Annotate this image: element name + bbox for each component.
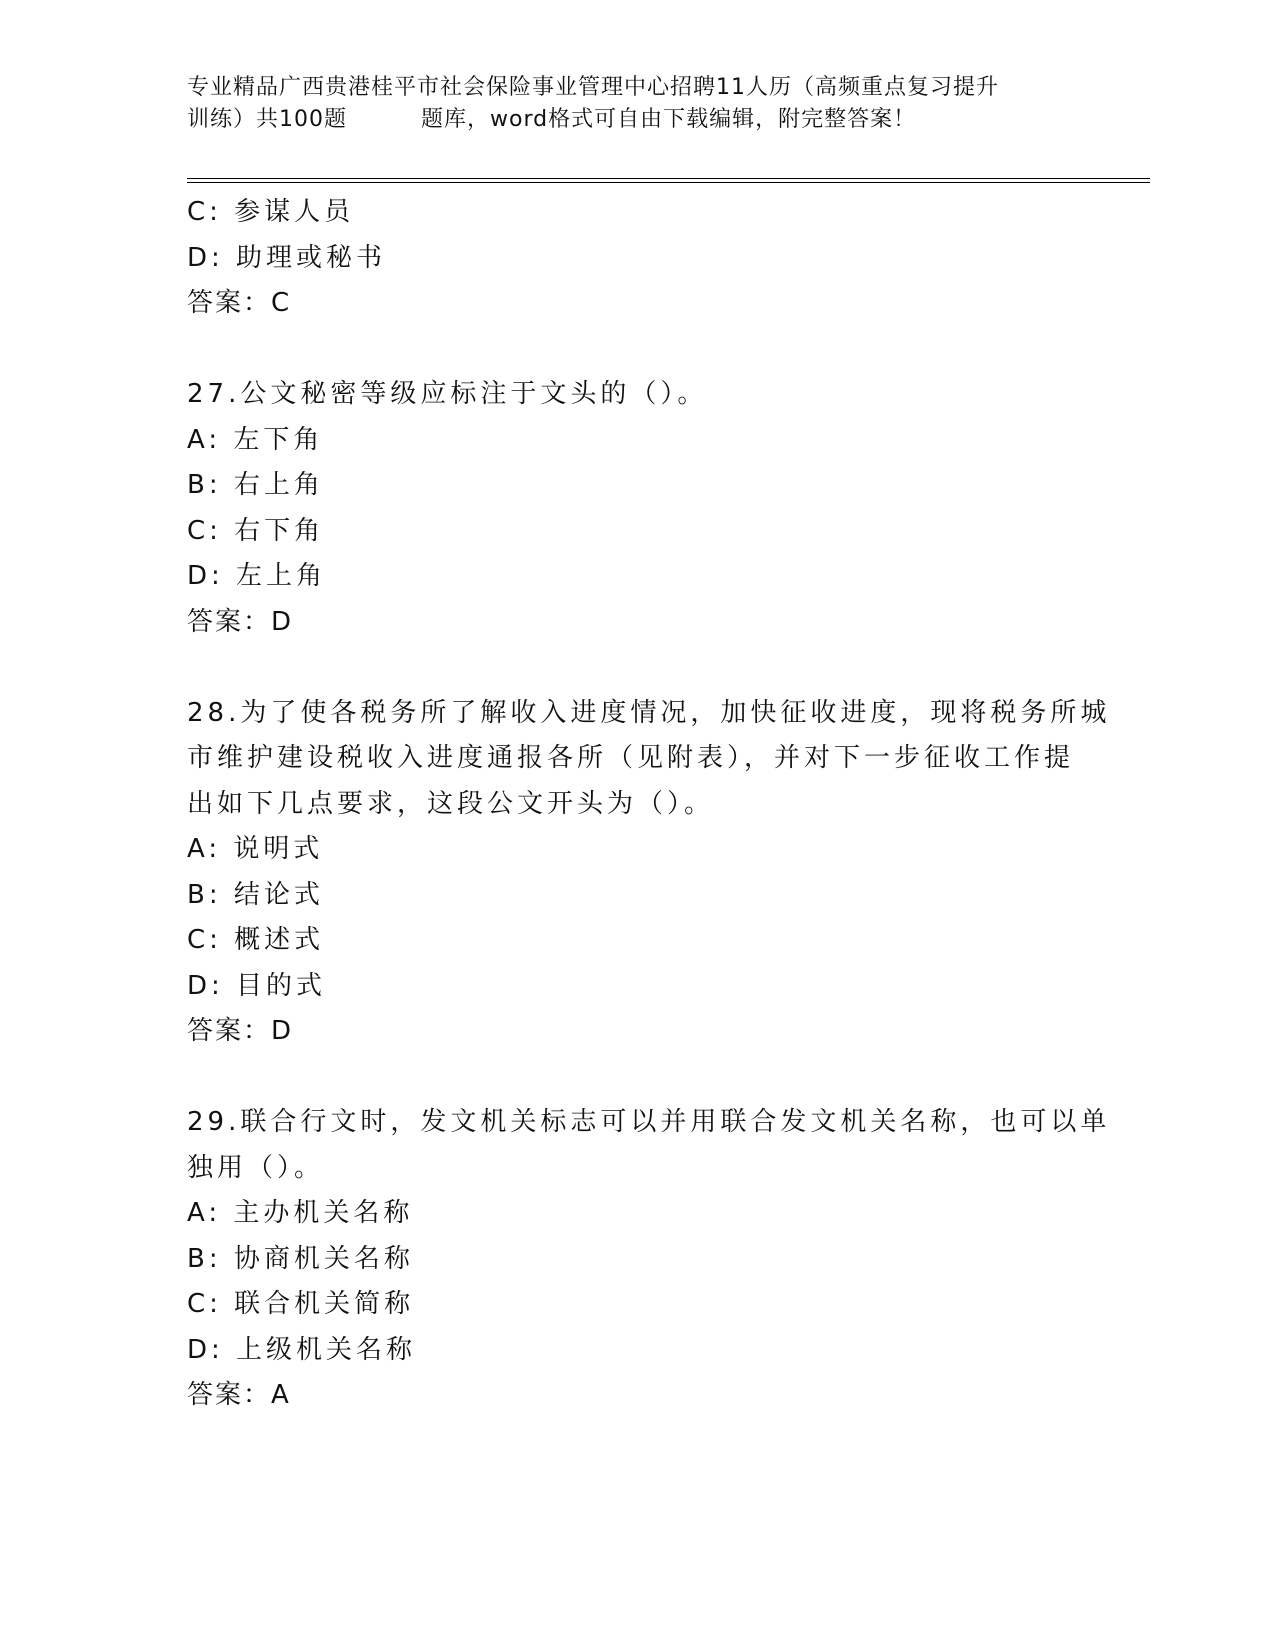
option-c: C: 概述式 [187, 925, 325, 955]
option-b: B: 协商机关名称 [187, 1243, 414, 1274]
question-28 [187, 691, 1111, 1055]
answer: 答案：C [187, 288, 292, 318]
answer: 答案：D [187, 606, 294, 637]
option-c: C: 联合机关简称 [187, 1289, 415, 1319]
question-text-line1: 28.为了使各税务所了解收入进度情况，加快征收进度，现将税务所城 [187, 697, 1111, 728]
header-rule-bottom [187, 182, 1150, 183]
header-rule-top [187, 178, 1150, 179]
question-text-line3: 出如下几点要求，这段公文开头为（）。 [187, 788, 715, 819]
option-a: A: 说明式 [187, 834, 324, 864]
option-d: D: 目的式 [187, 970, 327, 1001]
answer: 答案：D [187, 1016, 294, 1046]
question-text-line2: 市维护建设税收入进度通报各所（见附表），并对下一步征收工作提 [187, 743, 1075, 773]
option-b: B: 结论式 [187, 879, 324, 910]
option-d: D: 左上角 [187, 561, 327, 591]
question-text: 27.公文秘密等级应标注于文头的（）。 [187, 379, 708, 409]
option-a: A: 左下角 [187, 424, 324, 455]
question-text-line1: 29.联合行文时，发文机关标志可以并用联合发文机关名称，也可以单 [187, 1107, 1111, 1137]
previous-question-tail [187, 190, 1087, 327]
option-c: C: 参谋人员 [187, 197, 355, 227]
option-d: D: 助理或秘书 [187, 242, 387, 273]
header-title-line1: 专业精品广西贵港桂平市社会保险事业管理中心招聘11人历（高频重点复习提升 [187, 75, 999, 100]
document-header [187, 72, 1067, 136]
option-c: C: 右下角 [187, 515, 325, 546]
option-a: A: 主办机关名称 [187, 1198, 414, 1228]
question-27 [187, 372, 1087, 645]
option-d: D: 上级机关名称 [187, 1334, 417, 1365]
option-b: B: 右上角 [187, 470, 324, 500]
header-title-line2-right: 题库，word格式可自由下载编辑，附完整答案！ [421, 107, 917, 132]
header-title-line2 [187, 104, 1067, 136]
question-content [187, 190, 1111, 1419]
header-title-line2-left: 训练）共100题 [187, 107, 347, 132]
question-text-line2: 独用（）。 [187, 1152, 325, 1183]
question-29 [187, 1100, 1111, 1419]
answer: 答案：A [187, 1380, 291, 1410]
